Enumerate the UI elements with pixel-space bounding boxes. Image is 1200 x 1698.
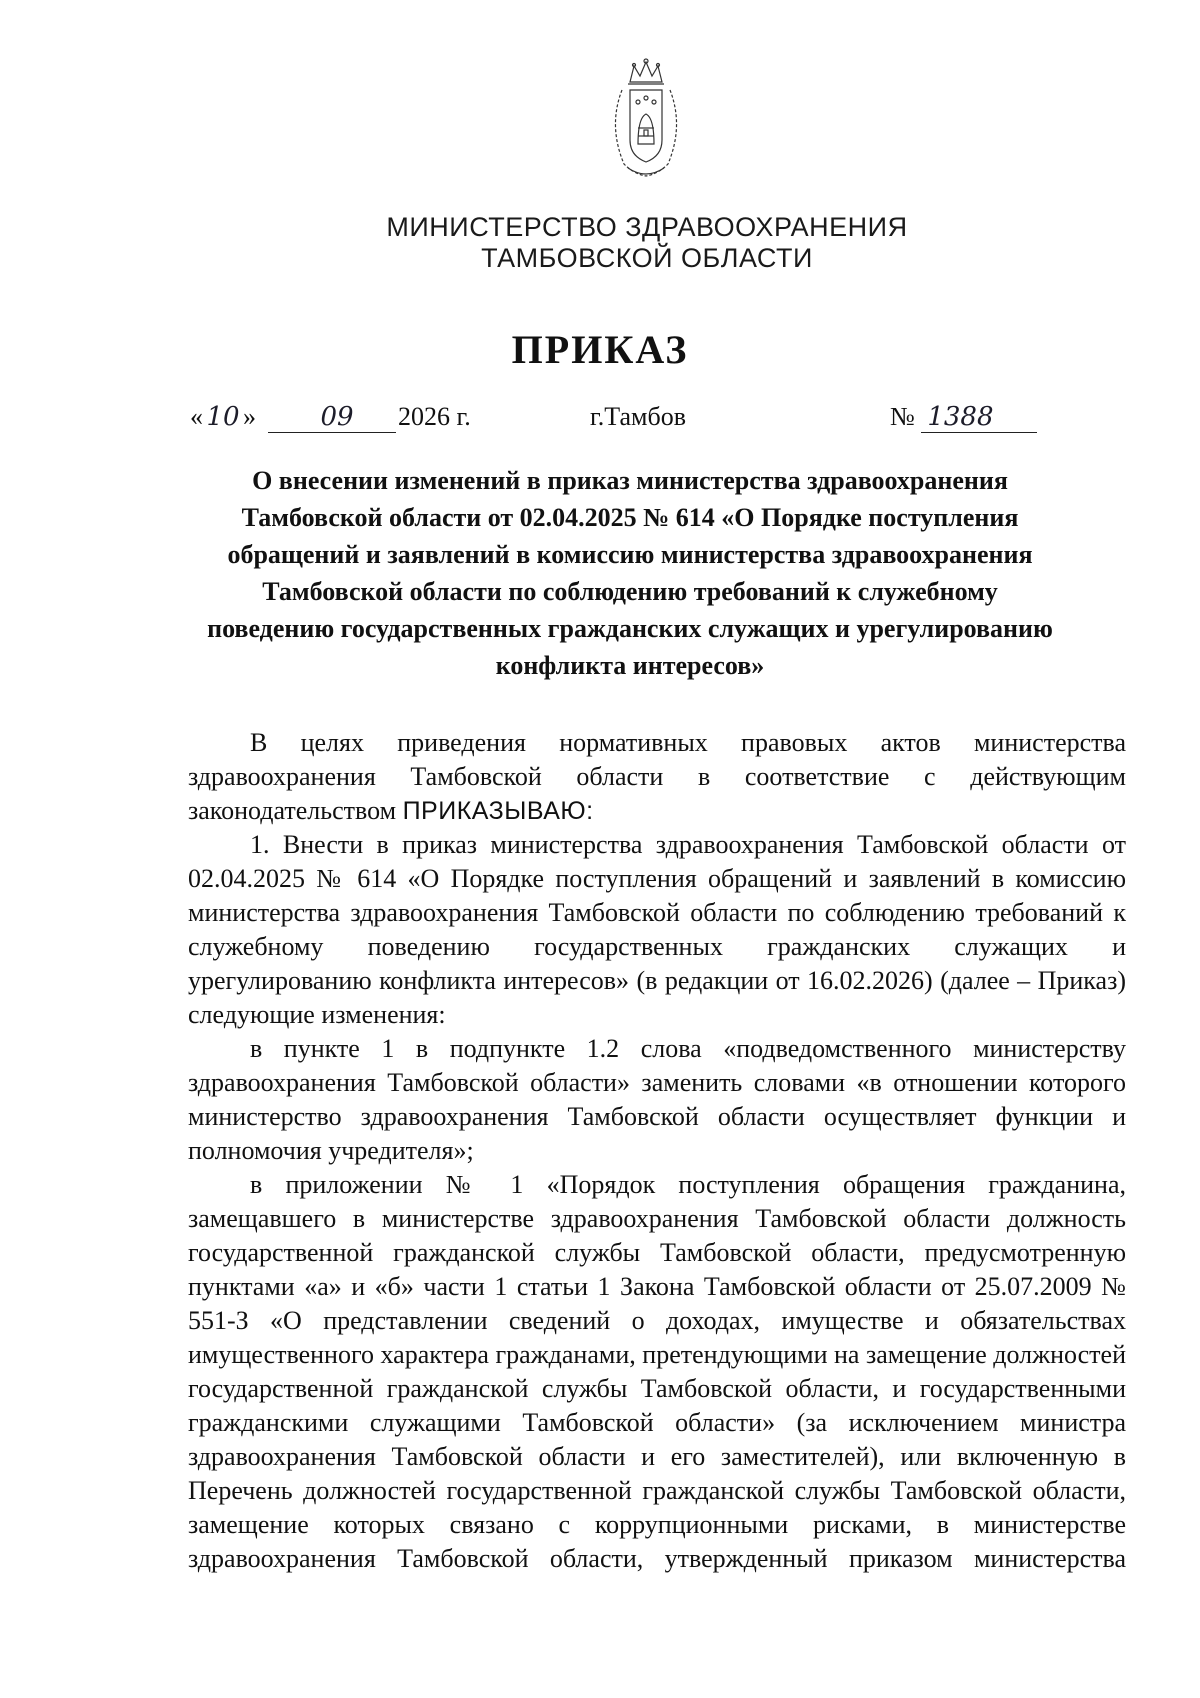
close-quote: » xyxy=(243,402,256,431)
body-paragraph-amendment-1: в пункте 1 в подпункте 1.2 слова «подведомственного министерству здравоохранения Тамбовской области» заменить словами «в отношении которого министерство здравоохранения Тамбовской области осуществляет функции и полномочия учредителя»; xyxy=(188,1034,1126,1165)
organization-name-line2: ТАМБОВСКОЙ ОБЛАСТИ xyxy=(481,243,813,273)
preamble-text: В целях приведения нормативных правовых актов министерства здравоохранения Тамбовской области в соответствие с действующим законодательством xyxy=(188,728,1126,825)
document-type-heading: ПРИКАЗ xyxy=(511,327,689,372)
number-sign: № xyxy=(890,402,915,431)
document-number-field xyxy=(890,402,1037,433)
date-day-handwritten: 10 xyxy=(206,402,240,432)
date-day-field xyxy=(190,402,256,432)
order-command: ПРИКАЗЫВАЮ: xyxy=(402,797,594,825)
title-line: обращений и заявлений в комиссию министерства здравоохранения xyxy=(227,540,1033,569)
open-quote: « xyxy=(190,402,203,431)
document-title xyxy=(150,462,1110,684)
body-paragraph-amendment-2: в приложении № 1 «Порядок поступления обращения гражданина, замещавшего в министерстве здравоохранения Тамбовской области должность государственной гражданской службы Тамбовской области, предусмотренную пунктами «а» и «б» части 1 статьи 1 Закона Тамбовской области от 25.07.2009 № 551-З «О представлении сведений о доходах, имуществе и обязательствах имущественного характера гражданами, претендующими на замещение должностей государственной гражданской службы Тамбовской области, и государственными гражданскими служащими Тамбовской области» (за исключением министра здравоохранения Тамбовской области и его заместителей), или включенную в Перечень должностей государственной гражданской службы Тамбовской области, замещение которых связано с коррупционными рисками, в министерстве здравоохранения Тамбовской области, утвержденный приказом министерства xyxy=(188,1170,1126,1573)
coat-of-arms-emblem xyxy=(600,56,692,182)
city-name: г.Тамбов xyxy=(590,402,686,431)
date-month-handwritten: 09 xyxy=(320,402,354,432)
body-paragraph-item-1: 1. Внести в приказ министерства здравоохранения Тамбовской области от 02.04.2025 № 614 «О Порядке поступления обращений и заявлений в комиссию министерства здравоохранения Тамбовской области по соблюдению требований к служебному поведению государственных гражданских служащих и урегулированию конфликта интересов» (в редакции от 16.02.2026) (далее – Приказ) следующие изменения: xyxy=(188,830,1126,1029)
coat-of-arms-icon xyxy=(600,56,692,182)
title-line: Тамбовской области от 02.04.2025 № 614 «О Порядке поступления xyxy=(241,503,1019,532)
document-body xyxy=(188,726,1126,1576)
title-line: Тамбовской области по соблюдению требований к служебному xyxy=(262,577,998,606)
title-line: О внесении изменений в приказ министерства здравоохранения xyxy=(252,466,1008,495)
document-number-handwritten: 1388 xyxy=(921,402,1037,433)
date-month-field xyxy=(268,402,396,433)
date-year: 2026 г. xyxy=(398,402,471,431)
body-paragraph-preamble xyxy=(188,726,1126,828)
title-line: конфликта интересов» xyxy=(495,651,765,680)
title-line: поведению государственных гражданских служащих и урегулированию xyxy=(207,614,1053,643)
organization-name-line1: МИНИСТЕРСТВО ЗДРАВООХРАНЕНИЯ xyxy=(386,212,908,242)
